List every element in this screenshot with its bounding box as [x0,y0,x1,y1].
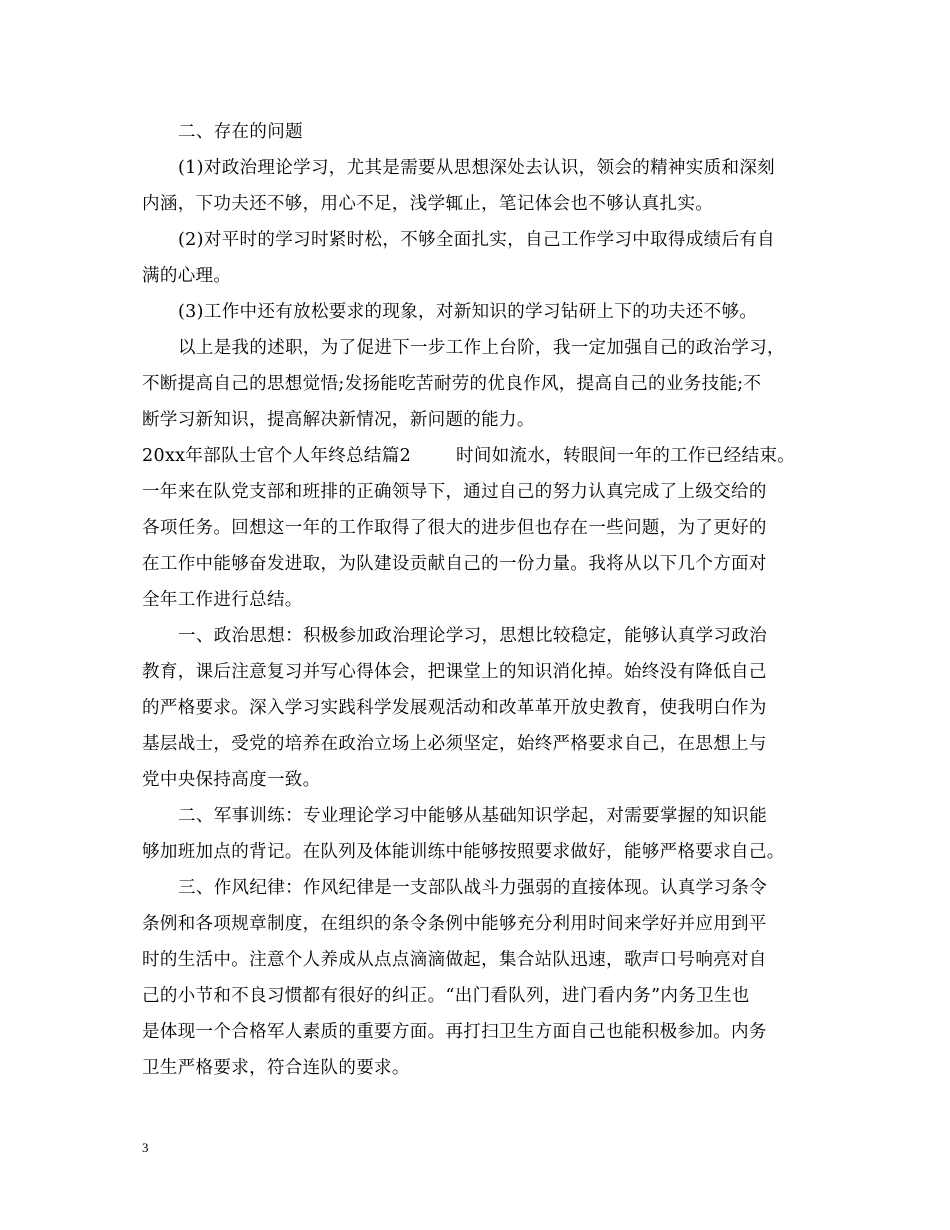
paragraph-line: 在工作中能够奋发进取，为队建设贡献自己的一份力量。我将从以下几个方面对 [142,554,767,574]
paragraph-line: 的严格要求。深入学习实践科学发展观活动和改革革开放史教育，使我明白作为 [142,698,767,718]
page-number: 3 [142,1140,149,1155]
paragraph-line: 以上是我的述职，为了促进下一步工作上台阶，我一定加强自己的政治学习， [178,338,785,358]
paragraph-line: 时的生活中。注意个人养成从点点滴滴做起，集合站队迅速，歌声口号响亮对自 [142,950,767,970]
article-title: 20xx年部队士官个人年终总结篇2 [142,446,412,466]
paragraph-line: 基层战士，受党的培养在政治立场上必须坚定，始终严格要求自己，在思想上与 [142,734,767,754]
paragraph-line: (2)对平时的学习时紧时松，不够全面扎实，自己工作学习中取得成绩后有自 [178,230,776,250]
paragraph-line: (3)工作中还有放松要求的现象，对新知识的学习钻研上下的功夫还不够。 [178,302,758,322]
paragraph-line: 二、军事训练：专业理论学习中能够从基础知识学起，对需要掌握的知识能 [178,806,768,826]
paragraph-line: 内涵，下功夫还不够，用心不足，浅学辄止，笔记体会也不够认真扎实。 [142,194,714,214]
section-heading: 二、存在的问题 [178,122,303,142]
paragraph-line: 断学习新知识，提高解决新情况，新问题的能力。 [142,410,535,430]
paragraph-line: 不断提高自己的思想觉悟;发扬能吃苦耐劳的优良作风，提高自己的业务技能;不 [142,374,762,394]
paragraph-line: 一、政治思想：积极参加政治理论学习，思想比较稳定，能够认真学习政治 [178,626,768,646]
paragraph-line: 三、作风纪律：作风纪律是一支部队战斗力强弱的直接体现。认真学习条令 [178,878,768,898]
paragraph-line: 党中央保持高度一致。 [142,770,321,790]
paragraph-line: 一年来在队党支部和班排的正确领导下，通过自己的努力认真完成了上级交给的 [142,482,767,502]
paragraph-line: 教育，课后注意复习并写心得体会，把课堂上的知识消化掉。始终没有降低自己 [142,662,767,682]
paragraph-line: 己的小节和不良习惯都有很好的纠正。“出门看队列，进门看内务”内务卫生也 [142,986,750,1006]
paragraph-line: 是体现一个合格军人素质的重要方面。再打扫卫生方面自己也能积极参加。内务 [142,1022,767,1042]
paragraph-line: (1)对政治理论学习，尤其是需要从思想深处去认识，领会的精神实质和深刻 [178,158,776,178]
paragraph-line: 各项任务。回想这一年的工作取得了很大的进步但也存在一些问题，为了更好的 [142,518,767,538]
paragraph-line: 卫生严格要求，符合连队的要求。 [142,1058,410,1078]
paragraph-line: 满的心理。 [142,266,232,286]
article-title-line [142,446,796,466]
paragraph-line: 条例和各项规章制度，在组织的条令条例中能够充分利用时间来学好并应用到平 [142,914,767,934]
paragraph-line: 全年工作进行总结。 [142,590,303,610]
paragraph-opening: 时间如流水，转眼间一年的工作已经结束。 [456,446,796,466]
paragraph-line: 够加班加点的背记。在队列及体能训练中能够按照要求做好，能够严格要求自己。 [142,842,785,862]
